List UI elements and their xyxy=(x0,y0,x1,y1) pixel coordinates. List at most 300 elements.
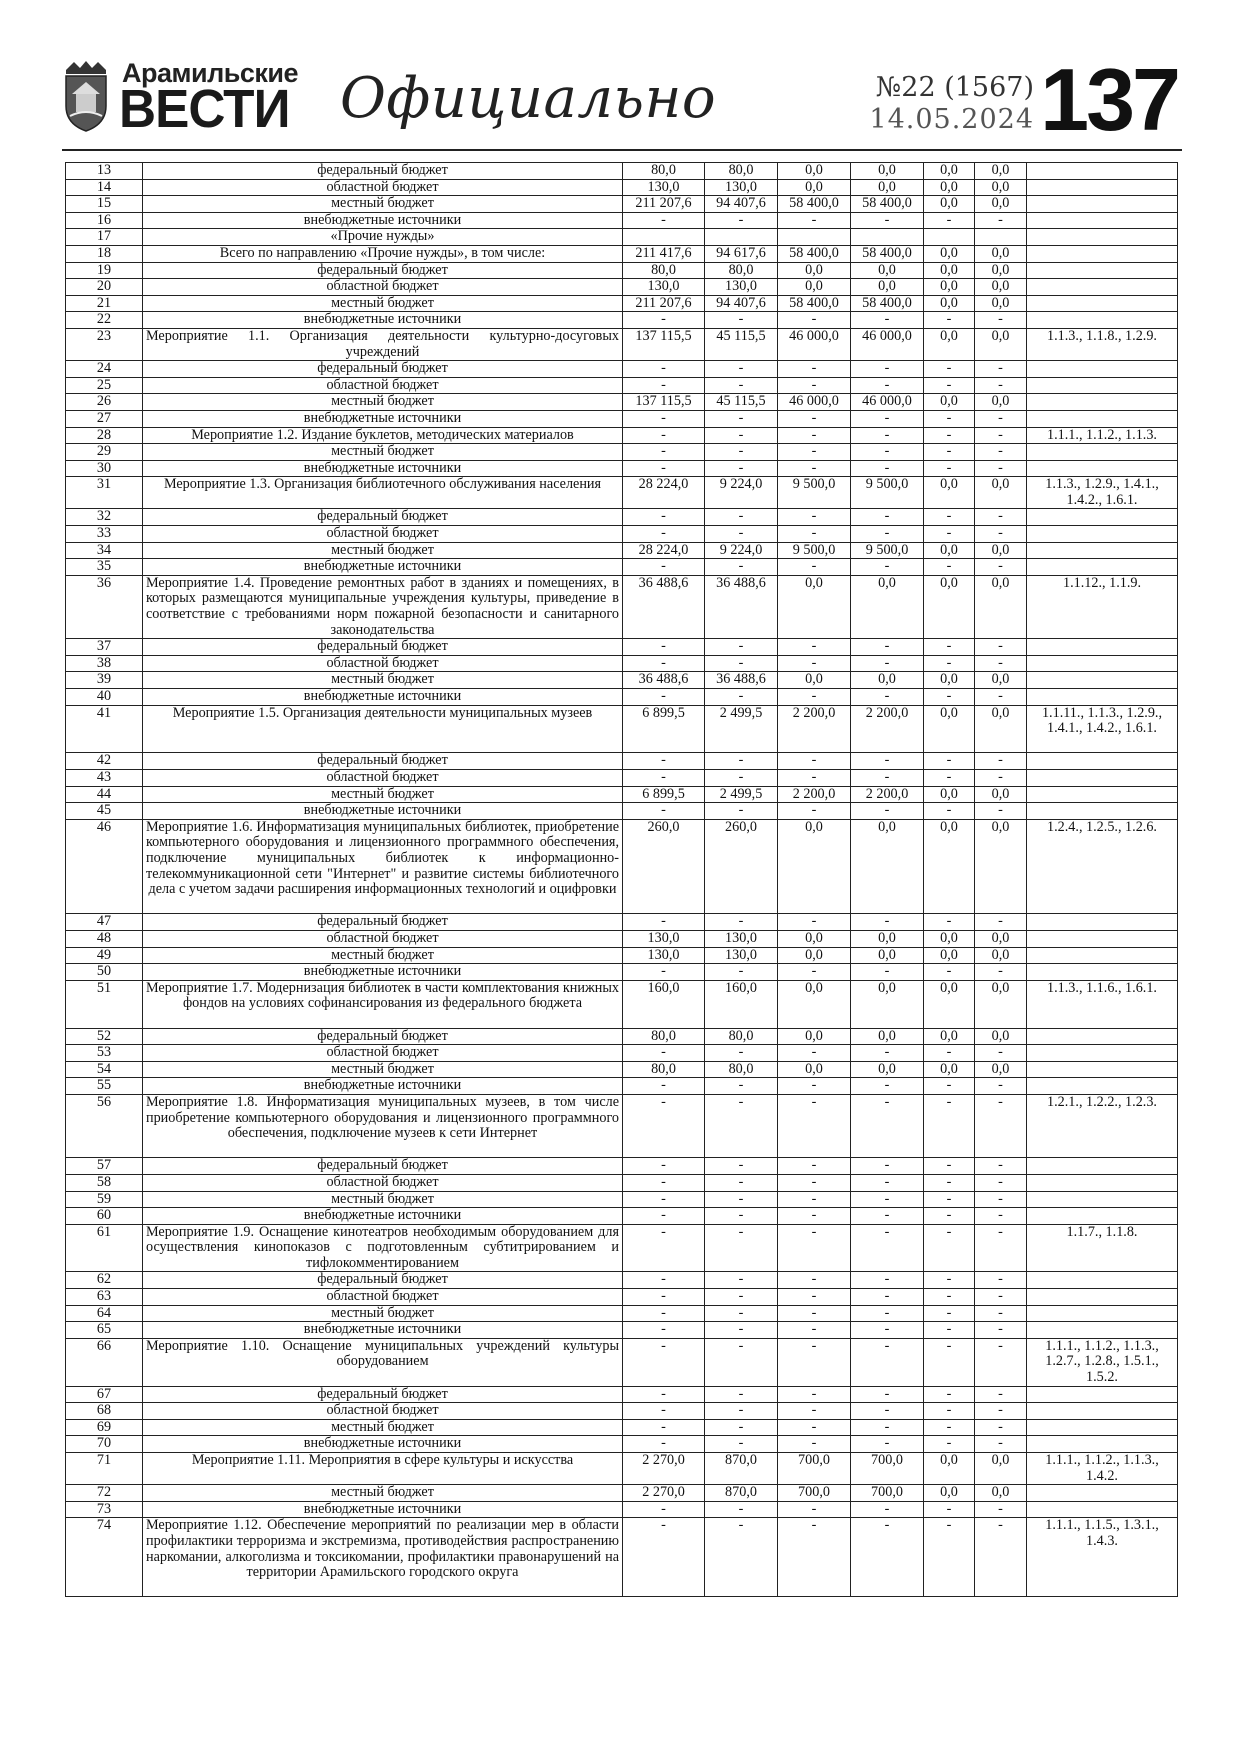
value-cell: - xyxy=(705,803,778,820)
value-cell: - xyxy=(924,427,975,444)
row-number: 18 xyxy=(66,245,143,262)
row-name: федеральный бюджет xyxy=(143,262,623,279)
row-number: 55 xyxy=(66,1078,143,1095)
value-cell: - xyxy=(778,1419,851,1436)
value-cell: 0,0 xyxy=(975,575,1027,638)
value-cell: 0,0 xyxy=(975,1485,1027,1502)
row-number: 74 xyxy=(66,1518,143,1597)
row-number: 72 xyxy=(66,1485,143,1502)
value-cell: - xyxy=(851,1174,924,1191)
value-cell: - xyxy=(924,803,975,820)
value-cell: 46 000,0 xyxy=(778,328,851,360)
target-codes: 1.2.4., 1.2.5., 1.2.6. xyxy=(1027,819,1178,914)
value-cell: - xyxy=(705,1078,778,1095)
row-number: 27 xyxy=(66,410,143,427)
value-cell: 700,0 xyxy=(851,1485,924,1502)
row-number: 69 xyxy=(66,1419,143,1436)
table-row xyxy=(66,1078,1178,1095)
value-cell: - xyxy=(623,1191,705,1208)
row-name: местный бюджет xyxy=(143,947,623,964)
value-cell: - xyxy=(705,1158,778,1175)
value-cell: 0,0 xyxy=(924,786,975,803)
target-codes xyxy=(1027,460,1178,477)
value-cell: 700,0 xyxy=(851,1453,924,1485)
row-number: 45 xyxy=(66,803,143,820)
value-cell: 0,0 xyxy=(851,1061,924,1078)
value-cell: - xyxy=(778,770,851,787)
target-codes xyxy=(1027,1305,1178,1322)
value-cell: - xyxy=(623,1045,705,1062)
value-cell: - xyxy=(924,1208,975,1225)
row-number: 58 xyxy=(66,1174,143,1191)
target-codes xyxy=(1027,1078,1178,1095)
row-number: 51 xyxy=(66,980,143,1028)
value-cell: 160,0 xyxy=(623,980,705,1028)
value-cell: - xyxy=(623,1289,705,1306)
value-cell: 46 000,0 xyxy=(851,328,924,360)
value-cell: - xyxy=(778,1045,851,1062)
row-number: 31 xyxy=(66,477,143,509)
table-row xyxy=(66,1338,1178,1386)
value-cell: - xyxy=(778,1386,851,1403)
value-cell: 0,0 xyxy=(778,947,851,964)
value-cell: - xyxy=(924,444,975,461)
table-row xyxy=(66,655,1178,672)
value-cell xyxy=(924,229,975,246)
value-cell: 211 207,6 xyxy=(623,196,705,213)
value-cell: - xyxy=(975,1094,1027,1157)
value-cell: - xyxy=(975,1158,1027,1175)
table-row xyxy=(66,980,1178,1028)
table-row xyxy=(66,1028,1178,1045)
value-cell: - xyxy=(778,1436,851,1453)
value-cell: - xyxy=(623,1338,705,1386)
row-number: 62 xyxy=(66,1272,143,1289)
value-cell: - xyxy=(975,770,1027,787)
value-cell: 137 115,5 xyxy=(623,394,705,411)
row-name: областной бюджет xyxy=(143,1289,623,1306)
value-cell: - xyxy=(705,1518,778,1597)
table-row xyxy=(66,1453,1178,1485)
value-cell: - xyxy=(924,526,975,543)
value-cell: 0,0 xyxy=(975,1028,1027,1045)
value-cell: - xyxy=(975,914,1027,931)
value-cell: - xyxy=(623,361,705,378)
value-cell: 0,0 xyxy=(924,295,975,312)
value-cell xyxy=(623,229,705,246)
row-name: Мероприятие 1.10. Оснащение муниципальных учреждений культуры оборудованием xyxy=(143,1338,623,1386)
row-name: Мероприятие 1.2. Издание буклетов, методических материалов xyxy=(143,427,623,444)
target-codes xyxy=(1027,964,1178,981)
value-cell: - xyxy=(705,914,778,931)
value-cell: 58 400,0 xyxy=(851,196,924,213)
row-name: федеральный бюджет xyxy=(143,361,623,378)
value-cell: - xyxy=(851,1272,924,1289)
issue-number: №22 (1567) xyxy=(875,72,1034,103)
value-cell: - xyxy=(975,410,1027,427)
target-codes xyxy=(1027,1191,1178,1208)
value-cell: - xyxy=(975,1322,1027,1339)
value-cell: - xyxy=(778,361,851,378)
value-cell: - xyxy=(623,212,705,229)
value-cell: - xyxy=(705,526,778,543)
row-name: внебюджетные источники xyxy=(143,460,623,477)
row-number: 39 xyxy=(66,672,143,689)
table-row xyxy=(66,262,1178,279)
row-name: местный бюджет xyxy=(143,1485,623,1502)
section-title: Официально xyxy=(340,66,717,131)
table-row xyxy=(66,1094,1178,1157)
row-number: 52 xyxy=(66,1028,143,1045)
value-cell: - xyxy=(975,753,1027,770)
table-row xyxy=(66,1386,1178,1403)
table-row xyxy=(66,1436,1178,1453)
value-cell: - xyxy=(851,312,924,329)
value-cell: - xyxy=(705,377,778,394)
value-cell: - xyxy=(924,639,975,656)
value-cell: 46 000,0 xyxy=(851,394,924,411)
target-codes xyxy=(1027,1485,1178,1502)
value-cell: - xyxy=(924,1322,975,1339)
value-cell: 0,0 xyxy=(851,163,924,180)
page-number: 137 xyxy=(1040,50,1178,149)
value-cell: 0,0 xyxy=(778,262,851,279)
row-number: 19 xyxy=(66,262,143,279)
value-cell: - xyxy=(705,1501,778,1518)
table-row xyxy=(66,1045,1178,1062)
target-codes xyxy=(1027,639,1178,656)
row-number: 44 xyxy=(66,786,143,803)
table-row xyxy=(66,1322,1178,1339)
value-cell: - xyxy=(705,460,778,477)
target-codes: 1.1.3., 1.1.6., 1.6.1. xyxy=(1027,980,1178,1028)
value-cell: - xyxy=(778,1224,851,1272)
row-number: 29 xyxy=(66,444,143,461)
target-codes xyxy=(1027,312,1178,329)
value-cell: - xyxy=(623,509,705,526)
value-cell: 36 488,6 xyxy=(623,575,705,638)
value-cell: 2 200,0 xyxy=(778,705,851,753)
value-cell: - xyxy=(924,914,975,931)
value-cell: 0,0 xyxy=(851,672,924,689)
value-cell: - xyxy=(975,312,1027,329)
value-cell: - xyxy=(975,689,1027,706)
value-cell: - xyxy=(705,427,778,444)
table-row xyxy=(66,361,1178,378)
value-cell: 0,0 xyxy=(924,477,975,509)
target-codes xyxy=(1027,1419,1178,1436)
row-number: 41 xyxy=(66,705,143,753)
table-row xyxy=(66,1305,1178,1322)
city-emblem-icon xyxy=(62,60,110,132)
value-cell: - xyxy=(623,770,705,787)
value-cell: 0,0 xyxy=(851,980,924,1028)
target-codes: 1.1.1., 1.1.2., 1.1.3. xyxy=(1027,427,1178,444)
target-codes xyxy=(1027,672,1178,689)
table-row xyxy=(66,819,1178,914)
table-row xyxy=(66,559,1178,576)
target-codes xyxy=(1027,559,1178,576)
value-cell: - xyxy=(924,312,975,329)
value-cell: 0,0 xyxy=(924,672,975,689)
table-row xyxy=(66,295,1178,312)
value-cell: 0,0 xyxy=(975,196,1027,213)
value-cell: 137 115,5 xyxy=(623,328,705,360)
value-cell: - xyxy=(975,1386,1027,1403)
row-number: 26 xyxy=(66,394,143,411)
value-cell: 0,0 xyxy=(924,179,975,196)
row-name: федеральный бюджет xyxy=(143,753,623,770)
value-cell: - xyxy=(975,1078,1027,1095)
value-cell: - xyxy=(623,1386,705,1403)
value-cell: - xyxy=(705,1386,778,1403)
target-codes xyxy=(1027,179,1178,196)
row-number: 36 xyxy=(66,575,143,638)
row-name: Всего по направлению «Прочие нужды», в том числе: xyxy=(143,245,623,262)
value-cell: 2 200,0 xyxy=(851,786,924,803)
table-row xyxy=(66,1224,1178,1272)
value-cell: - xyxy=(705,1419,778,1436)
value-cell: - xyxy=(778,410,851,427)
value-cell: 0,0 xyxy=(924,947,975,964)
row-name: областной бюджет xyxy=(143,279,623,296)
value-cell: - xyxy=(705,655,778,672)
value-cell: 0,0 xyxy=(924,705,975,753)
row-number: 16 xyxy=(66,212,143,229)
value-cell: - xyxy=(975,559,1027,576)
value-cell: - xyxy=(851,1518,924,1597)
value-cell: - xyxy=(778,509,851,526)
row-name: Мероприятие 1.1. Организация деятельности культурно-досуговых учреждений xyxy=(143,328,623,360)
row-number: 24 xyxy=(66,361,143,378)
value-cell: - xyxy=(778,689,851,706)
row-name: Мероприятие 1.8. Информатизация муниципальных музеев, в том числе приобретение компьютерного оборудования и лицензионного программного обеспечения, подключение музеев к сети Интернет xyxy=(143,1094,623,1157)
value-cell: - xyxy=(705,1436,778,1453)
value-cell: - xyxy=(851,770,924,787)
value-cell: - xyxy=(705,559,778,576)
value-cell: 0,0 xyxy=(975,163,1027,180)
row-number: 53 xyxy=(66,1045,143,1062)
row-name: местный бюджет xyxy=(143,1061,623,1078)
value-cell: - xyxy=(851,639,924,656)
table-row xyxy=(66,705,1178,753)
value-cell: - xyxy=(975,1272,1027,1289)
value-cell: 94 407,6 xyxy=(705,196,778,213)
value-cell: 0,0 xyxy=(975,819,1027,914)
value-cell: - xyxy=(975,460,1027,477)
table-row xyxy=(66,394,1178,411)
table-row xyxy=(66,1174,1178,1191)
table-row xyxy=(66,542,1178,559)
row-number: 73 xyxy=(66,1501,143,1518)
value-cell: 0,0 xyxy=(924,930,975,947)
value-cell: - xyxy=(851,1436,924,1453)
target-codes xyxy=(1027,1208,1178,1225)
target-codes xyxy=(1027,262,1178,279)
value-cell: 130,0 xyxy=(705,279,778,296)
row-name: Мероприятие 1.12. Обеспечение мероприятий по реализации мер в области профилактики терроризма и экстремизма, противодействия распространению наркомании, алкоголизма и токсикомании, профилактики правонарушений на территории Арамильского городского округа xyxy=(143,1518,623,1597)
value-cell: - xyxy=(778,655,851,672)
value-cell: - xyxy=(851,1045,924,1062)
value-cell: - xyxy=(924,1518,975,1597)
value-cell: - xyxy=(623,1174,705,1191)
table-row xyxy=(66,377,1178,394)
value-cell: - xyxy=(778,1305,851,1322)
row-name: внебюджетные источники xyxy=(143,964,623,981)
value-cell: - xyxy=(924,410,975,427)
value-cell: - xyxy=(705,639,778,656)
row-number: 37 xyxy=(66,639,143,656)
value-cell: - xyxy=(778,964,851,981)
value-cell: 0,0 xyxy=(924,262,975,279)
value-cell: - xyxy=(623,914,705,931)
row-name: внебюджетные источники xyxy=(143,1501,623,1518)
value-cell: 0,0 xyxy=(924,819,975,914)
value-cell: 2 200,0 xyxy=(851,705,924,753)
value-cell: 0,0 xyxy=(778,672,851,689)
value-cell: 0,0 xyxy=(778,819,851,914)
table-row xyxy=(66,1158,1178,1175)
value-cell: - xyxy=(705,1224,778,1272)
value-cell: 45 115,5 xyxy=(705,394,778,411)
value-cell: - xyxy=(623,427,705,444)
table-row xyxy=(66,1272,1178,1289)
value-cell: 0,0 xyxy=(975,295,1027,312)
value-cell: 36 488,6 xyxy=(623,672,705,689)
row-name: местный бюджет xyxy=(143,1419,623,1436)
target-codes xyxy=(1027,163,1178,180)
table-row xyxy=(66,947,1178,964)
row-name: внебюджетные источники xyxy=(143,559,623,576)
table-row xyxy=(66,229,1178,246)
value-cell: 58 400,0 xyxy=(778,295,851,312)
value-cell: - xyxy=(975,1518,1027,1597)
row-name: Мероприятие 1.9. Оснащение кинотеатров необходимым оборудованием для осуществления кинопоказов с подготовленным субтитрированием и тифлокомментированием xyxy=(143,1224,623,1272)
value-cell: - xyxy=(705,1289,778,1306)
row-name: Мероприятие 1.6. Информатизация муниципальных библиотек, приобретение компьютерного оборудования и лицензионного программного обеспечения, подключение муниципальных библиотек к информационно-телекоммуникационной сети "Интернет" и развитие системы библиотечного дела с учетом задачи расширения информационных технологий и оцифровки xyxy=(143,819,623,914)
value-cell: - xyxy=(778,427,851,444)
target-codes xyxy=(1027,1403,1178,1420)
value-cell: - xyxy=(623,559,705,576)
row-name: Мероприятие 1.7. Модернизация библиотек в части комплектования книжных фондов на условиях софинансирования из федерального бюджета xyxy=(143,980,623,1028)
value-cell: 0,0 xyxy=(975,394,1027,411)
value-cell: - xyxy=(975,526,1027,543)
row-name: областной бюджет xyxy=(143,526,623,543)
table-row xyxy=(66,786,1178,803)
row-name: областной бюджет xyxy=(143,930,623,947)
target-codes xyxy=(1027,295,1178,312)
budget-table xyxy=(65,162,1178,1597)
target-codes xyxy=(1027,394,1178,411)
value-cell: - xyxy=(778,460,851,477)
value-cell: - xyxy=(975,1289,1027,1306)
row-name: областной бюджет xyxy=(143,1045,623,1062)
value-cell: 94 407,6 xyxy=(705,295,778,312)
row-name: федеральный бюджет xyxy=(143,163,623,180)
value-cell: - xyxy=(851,1403,924,1420)
value-cell: 80,0 xyxy=(623,262,705,279)
target-codes: 1.1.1., 1.1.5., 1.3.1., 1.4.3. xyxy=(1027,1518,1178,1597)
value-cell: 160,0 xyxy=(705,980,778,1028)
value-cell: 0,0 xyxy=(778,179,851,196)
value-cell: - xyxy=(975,377,1027,394)
row-number: 23 xyxy=(66,328,143,360)
value-cell: 36 488,6 xyxy=(705,575,778,638)
row-name: внебюджетные источники xyxy=(143,410,623,427)
value-cell: - xyxy=(623,1436,705,1453)
value-cell: - xyxy=(851,1305,924,1322)
value-cell: - xyxy=(924,1272,975,1289)
value-cell: - xyxy=(623,1501,705,1518)
target-codes xyxy=(1027,1501,1178,1518)
value-cell: - xyxy=(924,753,975,770)
row-number: 63 xyxy=(66,1289,143,1306)
value-cell: - xyxy=(778,559,851,576)
value-cell: - xyxy=(623,526,705,543)
value-cell: 80,0 xyxy=(623,163,705,180)
target-codes xyxy=(1027,689,1178,706)
row-number: 42 xyxy=(66,753,143,770)
value-cell: - xyxy=(975,1174,1027,1191)
value-cell: - xyxy=(975,1224,1027,1272)
row-name: внебюджетные источники xyxy=(143,689,623,706)
value-cell: - xyxy=(924,1338,975,1386)
value-cell: - xyxy=(924,559,975,576)
value-cell: - xyxy=(851,526,924,543)
value-cell: 0,0 xyxy=(851,179,924,196)
row-number: 57 xyxy=(66,1158,143,1175)
value-cell: 0,0 xyxy=(975,980,1027,1028)
value-cell: - xyxy=(623,1305,705,1322)
value-cell: - xyxy=(623,1322,705,1339)
value-cell: 80,0 xyxy=(705,1061,778,1078)
row-number: 56 xyxy=(66,1094,143,1157)
value-cell: 0,0 xyxy=(975,672,1027,689)
value-cell: 0,0 xyxy=(851,575,924,638)
target-codes: 1.1.7., 1.1.8. xyxy=(1027,1224,1178,1272)
value-cell: 2 499,5 xyxy=(705,705,778,753)
value-cell: 0,0 xyxy=(924,980,975,1028)
value-cell: 58 400,0 xyxy=(778,196,851,213)
value-cell: - xyxy=(924,770,975,787)
row-name: местный бюджет xyxy=(143,444,623,461)
table-row xyxy=(66,672,1178,689)
value-cell: - xyxy=(975,803,1027,820)
row-number: 50 xyxy=(66,964,143,981)
value-cell: - xyxy=(778,753,851,770)
table-row xyxy=(66,753,1178,770)
value-cell: - xyxy=(975,1501,1027,1518)
value-cell xyxy=(851,229,924,246)
value-cell: - xyxy=(778,1078,851,1095)
table-row xyxy=(66,212,1178,229)
value-cell: - xyxy=(975,444,1027,461)
value-cell: 870,0 xyxy=(705,1453,778,1485)
value-cell: 0,0 xyxy=(975,930,1027,947)
value-cell: - xyxy=(705,410,778,427)
row-name: областной бюджет xyxy=(143,377,623,394)
target-codes xyxy=(1027,655,1178,672)
row-name: областной бюджет xyxy=(143,770,623,787)
value-cell: 80,0 xyxy=(623,1061,705,1078)
value-cell xyxy=(705,229,778,246)
row-name: местный бюджет xyxy=(143,1191,623,1208)
target-codes xyxy=(1027,444,1178,461)
row-name: местный бюджет xyxy=(143,394,623,411)
value-cell: - xyxy=(924,1419,975,1436)
value-cell: - xyxy=(778,1518,851,1597)
value-cell: 9 500,0 xyxy=(778,542,851,559)
